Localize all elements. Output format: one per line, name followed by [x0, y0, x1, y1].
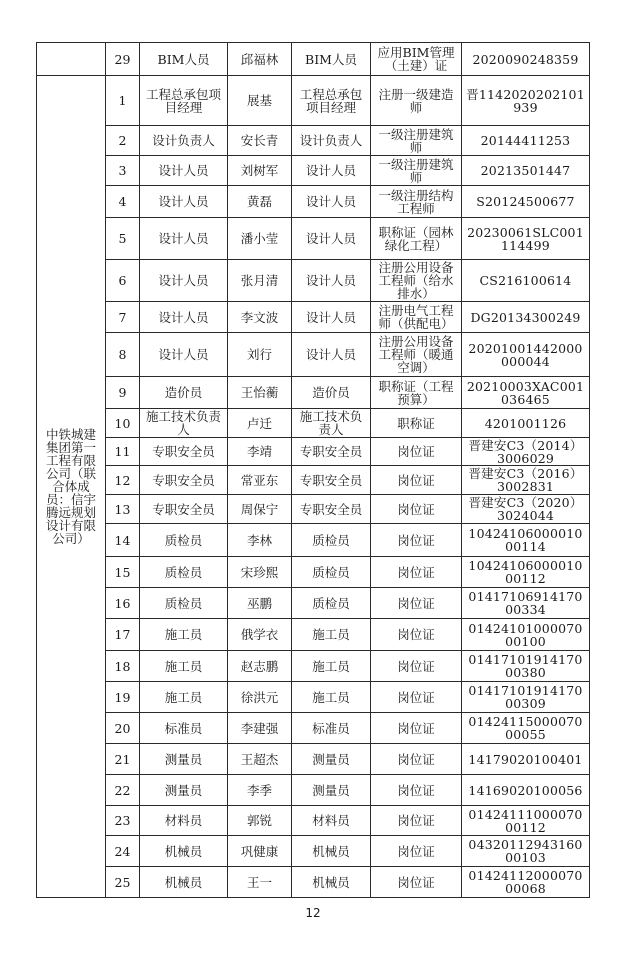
- row-certificate-number: 4201001126: [462, 409, 590, 438]
- row-name: 巩健康: [228, 836, 292, 867]
- table-row: [37, 651, 590, 682]
- row-position: 设计人员: [292, 186, 371, 218]
- row-role: 设计人员: [140, 186, 228, 218]
- row-name: 李文波: [228, 302, 292, 333]
- row-number: 10: [106, 409, 140, 438]
- row-name: 郭锐: [228, 806, 292, 836]
- row-role: 设计人员: [140, 218, 228, 260]
- row-position: 工程总承包项目经理: [292, 76, 371, 126]
- row-certificate-number: 0141710191417000380: [462, 651, 590, 682]
- row-role: 质检员: [140, 588, 228, 619]
- row-name: 邱福林: [228, 43, 292, 76]
- row-role: 施工员: [140, 651, 228, 682]
- row-position: 设计负责人: [292, 126, 371, 156]
- row-certificate-number: 20210003XAC001036465: [462, 377, 590, 409]
- table-row: [37, 43, 590, 76]
- row-certificate-number: 20230061SLC001114499: [462, 218, 590, 260]
- row-certificate: 职称证（园林绿化工程）: [371, 218, 462, 260]
- row-position: 机械员: [292, 867, 371, 898]
- row-number: 3: [106, 156, 140, 186]
- row-role: 标准员: [140, 713, 228, 744]
- row-certificate: 职称证（工程预算）: [371, 377, 462, 409]
- row-position: 材料员: [292, 806, 371, 836]
- row-role: 质检员: [140, 557, 228, 588]
- row-role: 设计人员: [140, 260, 228, 302]
- row-number: 2: [106, 126, 140, 156]
- row-position: 设计人员: [292, 302, 371, 333]
- row-number: 20: [106, 713, 140, 744]
- row-role: 设计负责人: [140, 126, 228, 156]
- row-number: 24: [106, 836, 140, 867]
- row-number: 29: [106, 43, 140, 76]
- row-certificate: 岗位证: [371, 867, 462, 898]
- row-certificate: 岗位证: [371, 806, 462, 836]
- table-row: [37, 682, 590, 713]
- row-certificate-number: 1042410600001000114: [462, 524, 590, 557]
- row-name: 李建强: [228, 713, 292, 744]
- row-name: 王一: [228, 867, 292, 898]
- row-certificate: 岗位证: [371, 836, 462, 867]
- row-number: 5: [106, 218, 140, 260]
- row-certificate: 岗位证: [371, 438, 462, 466]
- row-number: 7: [106, 302, 140, 333]
- row-certificate-number: 0142411100007000112: [462, 806, 590, 836]
- row-certificate-number: 晋建安C3（2016）3002831: [462, 466, 590, 495]
- row-position: 造价员: [292, 377, 371, 409]
- row-name: 潘小莹: [228, 218, 292, 260]
- row-role: 设计人员: [140, 302, 228, 333]
- row-name: 王超杰: [228, 744, 292, 775]
- row-certificate: 岗位证: [371, 713, 462, 744]
- row-certificate-number: DG20134300249: [462, 302, 590, 333]
- row-certificate: 注册一级建造师: [371, 76, 462, 126]
- row-role: 材料员: [140, 806, 228, 836]
- table-row: [37, 466, 590, 495]
- table-row: [37, 302, 590, 333]
- row-number: 17: [106, 619, 140, 651]
- row-name: 卢迁: [228, 409, 292, 438]
- row-position: 施工技术负责人: [292, 409, 371, 438]
- row-number: 22: [106, 775, 140, 806]
- table-row: [37, 524, 590, 557]
- row-name: 安长青: [228, 126, 292, 156]
- organization-name: 中铁城建集团第一工程有限公司（联合体成员：信宇腾远规划设计有限公司）: [37, 76, 106, 898]
- row-role: 测量员: [140, 775, 228, 806]
- row-certificate: 岗位证: [371, 619, 462, 651]
- table-row: [37, 186, 590, 218]
- table-row: [37, 744, 590, 775]
- table-row: [37, 619, 590, 651]
- row-position: 设计人员: [292, 218, 371, 260]
- row-certificate-number: 晋1142020202101939: [462, 76, 590, 126]
- row-role: 专职安全员: [140, 495, 228, 524]
- row-name: 周保宁: [228, 495, 292, 524]
- row-position: 专职安全员: [292, 495, 371, 524]
- row-certificate: 一级注册建筑师: [371, 126, 462, 156]
- row-certificate: 一级注册结构工程师: [371, 186, 462, 218]
- row-certificate: 岗位证: [371, 495, 462, 524]
- table-row: [37, 775, 590, 806]
- row-certificate: 岗位证: [371, 682, 462, 713]
- row-certificate: 岗位证: [371, 557, 462, 588]
- row-certificate: 岗位证: [371, 744, 462, 775]
- table-row: [37, 438, 590, 466]
- row-certificate-number: 2020090248359: [462, 43, 590, 76]
- row-name: 赵志鹏: [228, 651, 292, 682]
- row-name: 常亚东: [228, 466, 292, 495]
- table-row: [37, 76, 590, 126]
- row-position: 设计人员: [292, 260, 371, 302]
- row-role: 机械员: [140, 836, 228, 867]
- row-role: 设计人员: [140, 333, 228, 377]
- table-row: [37, 126, 590, 156]
- row-position: 施工员: [292, 619, 371, 651]
- row-role: 设计人员: [140, 156, 228, 186]
- row-name: 李靖: [228, 438, 292, 466]
- row-position: 质检员: [292, 524, 371, 557]
- row-position: 机械员: [292, 836, 371, 867]
- row-certificate-number: 0432011294316000103: [462, 836, 590, 867]
- row-number: 9: [106, 377, 140, 409]
- row-number: 18: [106, 651, 140, 682]
- row-certificate-number: 20213501447: [462, 156, 590, 186]
- row-role: 造价员: [140, 377, 228, 409]
- row-role: 专职安全员: [140, 466, 228, 495]
- row-number: 1: [106, 76, 140, 126]
- row-role: 机械员: [140, 867, 228, 898]
- row-certificate: 岗位证: [371, 775, 462, 806]
- table-row: [37, 806, 590, 836]
- row-role: 质检员: [140, 524, 228, 557]
- row-certificate-number: S20124500677: [462, 186, 590, 218]
- row-name: 张月清: [228, 260, 292, 302]
- row-number: 8: [106, 333, 140, 377]
- row-number: 11: [106, 438, 140, 466]
- row-number: 19: [106, 682, 140, 713]
- table-row: [37, 218, 590, 260]
- row-certificate-number: CS216100614: [462, 260, 590, 302]
- row-position: 专职安全员: [292, 438, 371, 466]
- row-position: 专职安全员: [292, 466, 371, 495]
- row-certificate: 注册电气工程师（供配电）: [371, 302, 462, 333]
- table-row: [37, 409, 590, 438]
- row-certificate-number: 20144411253: [462, 126, 590, 156]
- row-certificate: 岗位证: [371, 524, 462, 557]
- row-number: 21: [106, 744, 140, 775]
- row-name: 黄磊: [228, 186, 292, 218]
- row-certificate-number: 0142411200007000068: [462, 867, 590, 898]
- row-position: 设计人员: [292, 156, 371, 186]
- row-certificate-number: 0141710691417000334: [462, 588, 590, 619]
- row-certificate-number: 0141710191417000309: [462, 682, 590, 713]
- row-name: 李林: [228, 524, 292, 557]
- row-certificate-number: 14179020100401: [462, 744, 590, 775]
- row-name: 展基: [228, 76, 292, 126]
- row-position: 标准员: [292, 713, 371, 744]
- row-position: 质检员: [292, 588, 371, 619]
- row-certificate-number: 14169020100056: [462, 775, 590, 806]
- row-certificate-number: 0142410100007000100: [462, 619, 590, 651]
- row-name: 李季: [228, 775, 292, 806]
- row-certificate: 岗位证: [371, 651, 462, 682]
- row-number: 23: [106, 806, 140, 836]
- row-certificate: 职称证: [371, 409, 462, 438]
- org-cell-blank: [37, 43, 106, 76]
- row-certificate-number: 0142411500007000055: [462, 713, 590, 744]
- row-role: 施工员: [140, 619, 228, 651]
- row-position: 施工员: [292, 651, 371, 682]
- row-role: 施工员: [140, 682, 228, 713]
- row-role: 工程总承包项目经理: [140, 76, 228, 126]
- table-row: [37, 333, 590, 377]
- row-position: 测量员: [292, 775, 371, 806]
- row-certificate: 注册公用设备工程师（暖通空调）: [371, 333, 462, 377]
- table-row: [37, 836, 590, 867]
- row-number: 14: [106, 524, 140, 557]
- row-name: 宋珍熙: [228, 557, 292, 588]
- row-name: 刘行: [228, 333, 292, 377]
- row-certificate: 岗位证: [371, 466, 462, 495]
- table-row: [37, 377, 590, 409]
- table-row: [37, 588, 590, 619]
- table-row: [37, 713, 590, 744]
- row-number: 6: [106, 260, 140, 302]
- page-number: 12: [305, 906, 321, 920]
- personnel-table: [36, 42, 590, 898]
- row-number: 15: [106, 557, 140, 588]
- row-position: 施工员: [292, 682, 371, 713]
- row-name: 俄学衣: [228, 619, 292, 651]
- row-number: 13: [106, 495, 140, 524]
- row-name: 王怡蘅: [228, 377, 292, 409]
- row-certificate: 注册公用设备工程师（给水排水）: [371, 260, 462, 302]
- table-row: [37, 557, 590, 588]
- row-position: 质检员: [292, 557, 371, 588]
- row-number: 25: [106, 867, 140, 898]
- row-role: 施工技术负责人: [140, 409, 228, 438]
- table-row: [37, 495, 590, 524]
- row-position: 测量员: [292, 744, 371, 775]
- row-certificate: 应用BIM管理（土建）证: [371, 43, 462, 76]
- table-row: [37, 867, 590, 898]
- row-certificate: 一级注册建筑师: [371, 156, 462, 186]
- row-certificate-number: 晋建安C3（2020）3024044: [462, 495, 590, 524]
- row-certificate: 岗位证: [371, 588, 462, 619]
- row-position: BIM人员: [292, 43, 371, 76]
- row-role: 测量员: [140, 744, 228, 775]
- row-certificate-number: 20201001442000000044: [462, 333, 590, 377]
- row-name: 刘树军: [228, 156, 292, 186]
- row-name: 徐洪元: [228, 682, 292, 713]
- row-role: BIM人员: [140, 43, 228, 76]
- row-number: 4: [106, 186, 140, 218]
- row-name: 巫鹏: [228, 588, 292, 619]
- row-certificate-number: 晋建安C3（2014）3006029: [462, 438, 590, 466]
- table-row: [37, 156, 590, 186]
- row-role: 专职安全员: [140, 438, 228, 466]
- row-position: 设计人员: [292, 333, 371, 377]
- row-number: 12: [106, 466, 140, 495]
- row-number: 16: [106, 588, 140, 619]
- table-row: [37, 260, 590, 302]
- row-certificate-number: 1042410600001000112: [462, 557, 590, 588]
